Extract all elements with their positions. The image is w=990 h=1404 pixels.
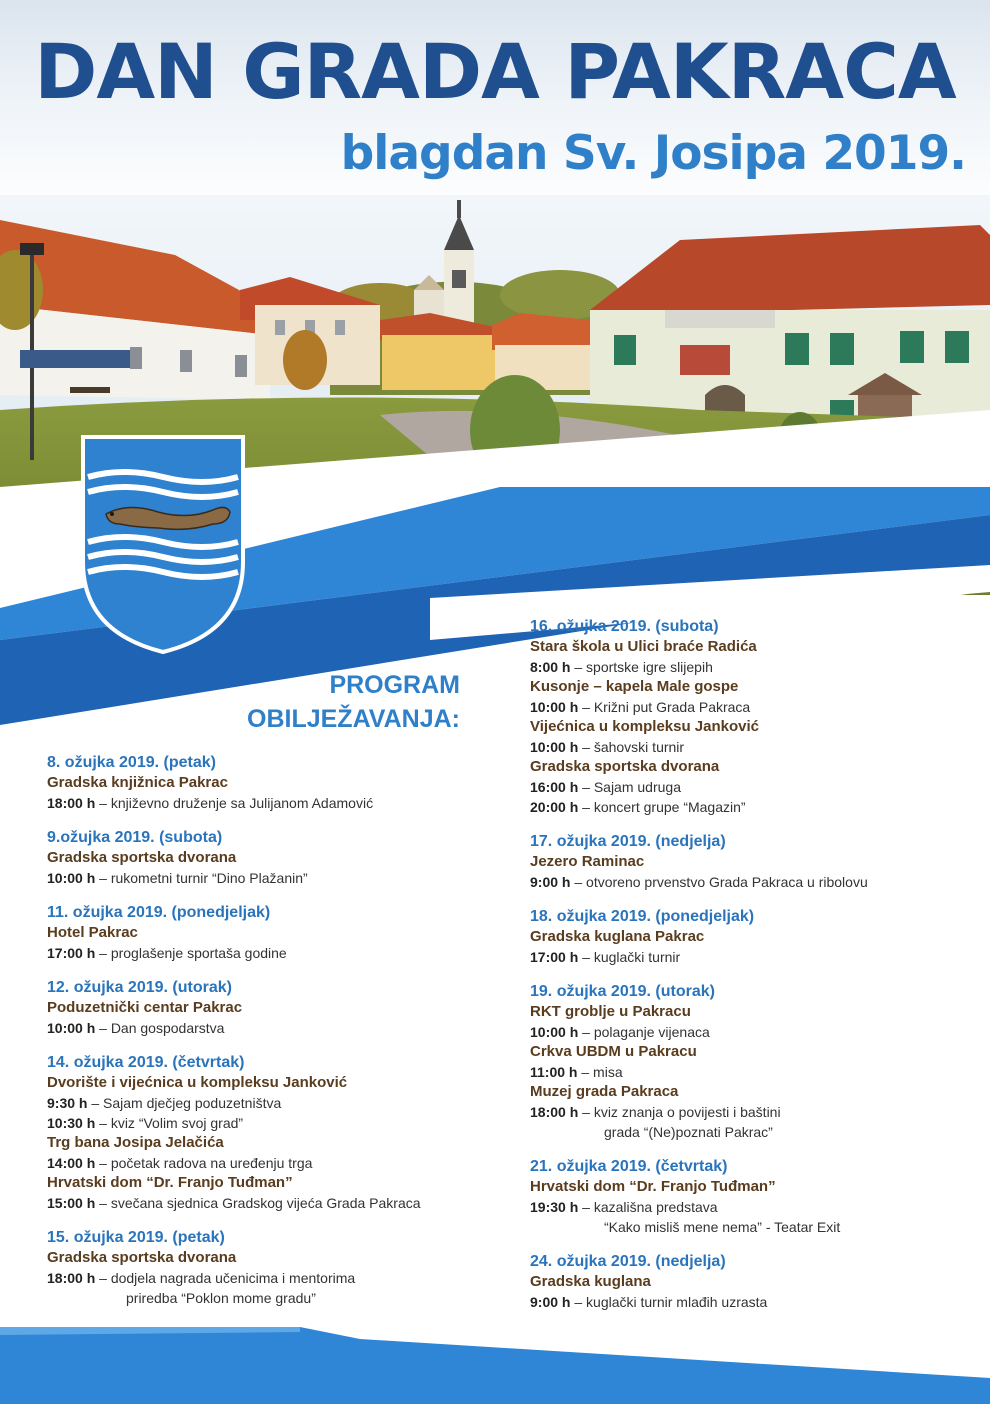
day-weekday: (nedjelja) <box>655 1253 726 1270</box>
event-time: 17:00 h <box>47 945 96 961</box>
poster-subtitle: blagdan Sv. Josipa 2019. <box>340 126 966 181</box>
day-weekday: (ponedjeljak) <box>171 904 271 921</box>
event-time: 18:00 h <box>47 795 96 811</box>
venue-name: Muzej grada Pakraca <box>530 1083 679 1100</box>
day-heading <box>530 906 970 927</box>
program-heading <box>190 668 460 736</box>
event-time: 14:00 h <box>47 1155 96 1171</box>
schedule-day <box>530 981 970 1142</box>
day-weekday: (subota) <box>655 618 719 635</box>
event-time: 19:30 h <box>530 1199 579 1215</box>
day-date: 24. ožujka 2019. <box>530 1253 651 1270</box>
event-item <box>47 943 492 963</box>
schedule-day <box>47 902 492 963</box>
schedule-right-column <box>530 616 970 1326</box>
event-description: – šahovski turnir <box>582 739 685 755</box>
event-item <box>530 1102 970 1142</box>
venue-name: Jezero Raminac <box>530 853 645 870</box>
event-time: 9:00 h <box>530 1294 571 1310</box>
poster-title: DAN GRADA PAKRACA <box>34 27 956 116</box>
day-weekday: (utorak) <box>655 983 715 1000</box>
event-description: – kuglački turnir <box>582 949 681 965</box>
event-item <box>47 793 492 813</box>
venue-name: Kusonje – kapela Male gospe <box>530 678 739 695</box>
event-time: 10:00 h <box>530 699 579 715</box>
event-description-continued: “Kako misliš mene nema” - Teatar Exit <box>604 1219 841 1235</box>
venue-name: Hrvatski dom “Dr. Franjo Tuđman” <box>530 1178 776 1195</box>
venue-name: Vijećnica u kompleksu Janković <box>530 718 759 735</box>
event-time: 9:00 h <box>530 874 571 890</box>
day-weekday: (petak) <box>163 754 216 771</box>
day-heading <box>47 1052 492 1073</box>
day-weekday: (četvrtak) <box>172 1054 245 1071</box>
schedule-day <box>47 977 492 1038</box>
event-description: – koncert grupe “Magazin” <box>582 799 746 815</box>
event-time: 16:00 h <box>530 779 579 795</box>
event-description-continued: priredba “Poklon mome gradu” <box>126 1290 316 1306</box>
event-item <box>530 737 970 757</box>
event-description: – otvoreno prvenstvo Grada Pakraca u ribolovu <box>574 874 868 890</box>
event-item <box>530 1022 970 1042</box>
day-weekday: (utorak) <box>172 979 232 996</box>
venue-name: RKT groblje u Pakracu <box>530 1003 691 1020</box>
event-description: – dodjela nagrada učenicima i mentorima <box>99 1270 356 1286</box>
day-heading <box>47 752 492 773</box>
day-heading <box>530 831 970 852</box>
event-description: – Sajam udruga <box>582 779 681 795</box>
event-item <box>47 1268 492 1308</box>
event-item <box>530 1197 970 1237</box>
day-date: 8. ožujka 2019. <box>47 754 160 771</box>
day-heading <box>47 977 492 998</box>
schedule-day <box>530 616 970 817</box>
event-description: – proglašenje sportaša godine <box>99 945 287 961</box>
event-description: – polaganje vijenaca <box>582 1024 710 1040</box>
program-heading-line: PROGRAM <box>329 671 460 699</box>
event-description: – misa <box>581 1064 623 1080</box>
day-date: 12. ožujka 2019. <box>47 979 168 996</box>
pakrac-coat-of-arms <box>78 432 248 657</box>
event-description: – početak radova na uređenju trga <box>99 1155 313 1171</box>
event-item <box>530 872 970 892</box>
schedule-day <box>47 827 492 888</box>
schedule-day <box>530 1251 970 1312</box>
program-heading-line: OBILJEŽAVANJA: <box>247 705 460 733</box>
day-weekday: (petak) <box>172 1229 225 1246</box>
event-description: – Križni put Grada Pakraca <box>582 699 751 715</box>
event-description: – kviz znanja o povijesti i baštini <box>582 1104 781 1120</box>
event-description: – sportske igre slijepih <box>574 659 713 675</box>
venue-name: Gradska sportska dvorana <box>47 1249 237 1266</box>
day-heading <box>530 1156 970 1177</box>
day-weekday: (ponedjeljak) <box>655 908 755 925</box>
event-description: – kviz “Volim svoj grad” <box>99 1115 244 1131</box>
venue-name: Gradska kuglana Pakrac <box>530 928 705 945</box>
event-item <box>47 1113 492 1133</box>
venue-name: Poduzetnički centar Pakrac <box>47 999 243 1016</box>
day-heading <box>530 981 970 1002</box>
event-item <box>530 657 970 677</box>
event-item <box>530 697 970 717</box>
day-date: 21. ožujka 2019. <box>530 1158 651 1175</box>
schedule-day <box>530 906 970 967</box>
event-item <box>47 1093 492 1113</box>
day-date: 14. ožujka 2019. <box>47 1054 168 1071</box>
event-description: – kazališna predstava <box>582 1199 718 1215</box>
schedule-day <box>47 752 492 813</box>
event-description: – svečana sjednica Gradskog vijeća Grada Pakraca <box>99 1195 421 1211</box>
event-description: – Dan gospodarstva <box>99 1020 225 1036</box>
venue-name: Gradska sportska dvorana <box>47 849 237 866</box>
event-item <box>530 797 970 817</box>
schedule-day <box>530 831 970 892</box>
day-date: 17. ožujka 2019. <box>530 833 651 850</box>
day-heading <box>530 1251 970 1272</box>
event-time: 17:00 h <box>530 949 579 965</box>
venue-name: Dvorište i vijećnica u kompleksu Janković <box>47 1074 348 1091</box>
schedule-left-column <box>47 752 492 1322</box>
event-item <box>530 947 970 967</box>
day-date: 16. ožujka 2019. <box>530 618 651 635</box>
day-heading <box>47 1227 492 1248</box>
venue-name: Hotel Pakrac <box>47 924 138 941</box>
schedule-day <box>530 1156 970 1237</box>
venue-name: Crkva UBDM u Pakracu <box>530 1043 697 1060</box>
event-description: – književno druženje sa Julijanom Adamović <box>99 795 374 811</box>
event-time: 10:00 h <box>530 1024 579 1040</box>
event-time: 15:00 h <box>47 1195 96 1211</box>
event-time: 18:00 h <box>47 1270 96 1286</box>
day-weekday: (subota) <box>159 829 223 846</box>
event-time: 18:00 h <box>530 1104 579 1120</box>
event-time: 10:00 h <box>47 870 96 886</box>
event-time: 10:00 h <box>530 739 579 755</box>
day-date: 11. ožujka 2019. <box>47 904 168 921</box>
day-heading <box>530 616 970 637</box>
venue-name: Trg bana Josipa Jelačića <box>47 1134 224 1151</box>
day-date: 19. ožujka 2019. <box>530 983 651 1000</box>
event-time: 10:30 h <box>47 1115 96 1131</box>
venue-name: Stara škola u Ulici braće Radića <box>530 638 757 655</box>
event-item <box>530 1292 970 1312</box>
event-time: 11:00 h <box>530 1064 578 1080</box>
venue-name: Gradska kuglana <box>530 1273 651 1290</box>
schedule-day <box>47 1052 492 1213</box>
event-time: 20:00 h <box>530 799 579 815</box>
event-description: – Sajam dječjeg poduzetništva <box>91 1095 282 1111</box>
event-time: 8:00 h <box>530 659 571 675</box>
venue-name: Gradska sportska dvorana <box>530 758 720 775</box>
day-heading <box>47 902 492 923</box>
event-item <box>530 1062 970 1082</box>
schedule-day <box>47 1227 492 1308</box>
day-date: 15. ožujka 2019. <box>47 1229 168 1246</box>
day-date: 9.ožujka 2019. <box>47 829 155 846</box>
event-item <box>47 1018 492 1038</box>
event-description: – kuglački turnir mlađih uzrasta <box>574 1294 768 1310</box>
event-item <box>530 777 970 797</box>
event-item <box>47 1193 492 1213</box>
event-item <box>47 1153 492 1173</box>
event-item <box>47 868 492 888</box>
event-description: – rukometni turnir “Dino Plažanin” <box>99 870 308 886</box>
day-date: 18. ožujka 2019. <box>530 908 651 925</box>
day-weekday: (četvrtak) <box>655 1158 728 1175</box>
venue-name: Gradska knjižnica Pakrac <box>47 774 228 791</box>
day-heading <box>47 827 492 848</box>
event-time: 9:30 h <box>47 1095 88 1111</box>
event-time: 10:00 h <box>47 1020 96 1036</box>
venue-name: Hrvatski dom “Dr. Franjo Tuđman” <box>47 1174 293 1191</box>
day-weekday: (nedjelja) <box>655 833 726 850</box>
event-description-continued: grada “(Ne)poznati Pakrac” <box>604 1124 773 1140</box>
